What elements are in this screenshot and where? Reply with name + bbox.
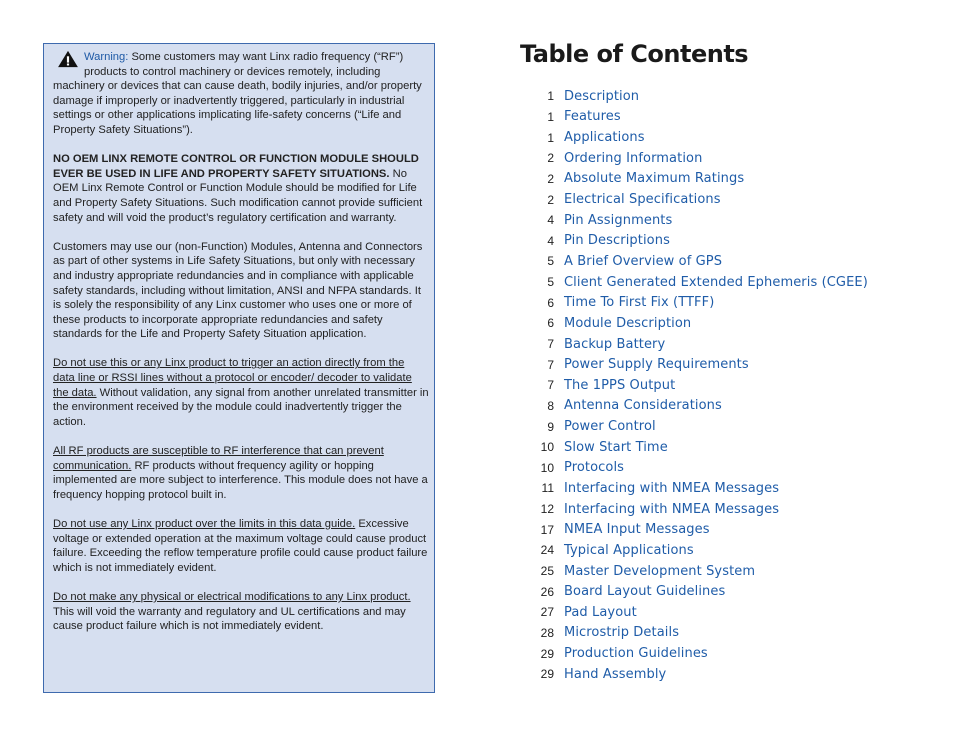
toc-link[interactable]: Power Supply Requirements: [564, 357, 749, 373]
warning-paragraph-3: [53, 240, 429, 342]
toc-entry[interactable]: [528, 251, 868, 272]
toc-entry[interactable]: [528, 561, 868, 582]
toc-page-number: 29: [540, 667, 554, 682]
warning-paragraph-4: [53, 356, 429, 429]
toc-entry[interactable]: [528, 581, 868, 602]
warning-p6-text: Excessive voltage or extended operation at the maximum voltage could cause product failure. Exceeding the reflow temperature profile could cause product failure which is not immediately evident.: [53, 518, 428, 574]
toc-page-number: 2: [547, 192, 554, 207]
toc-page-number: 7: [547, 337, 554, 351]
warning-p4-text: Without validation, any signal from another unrelated transmitter in the environment received by the module could inadvertently trigger the action.: [53, 386, 429, 428]
toc-entry[interactable]: [528, 189, 868, 210]
warning-p4-underlined: Do not use this or any Linx product to trigger an action directly from the data line or RSSI lines without a protocol or encoder/ decoder to validate the data.: [53, 357, 412, 399]
toc-page-number: 1: [547, 130, 554, 145]
toc-link[interactable]: Backup Battery: [564, 336, 666, 352]
toc-link[interactable]: Module Description: [564, 315, 692, 331]
toc-entry[interactable]: [528, 107, 868, 128]
toc-entry[interactable]: [528, 623, 868, 644]
toc-entry[interactable]: [528, 437, 868, 458]
toc-page-number: 2: [547, 171, 554, 186]
toc-link[interactable]: Production Guidelines: [564, 646, 708, 662]
warning-p5-underlined: All RF products are susceptible to RF interference that can prevent communication.: [53, 445, 384, 472]
warning-p5-text: RF products without frequency agility or hopping implemented are more subject to interference. This module does not have a frequency hopping protocol built in.: [53, 459, 428, 501]
toc-link[interactable]: The 1PPS Output: [564, 377, 676, 393]
toc-entry[interactable]: [528, 272, 868, 293]
warning-p7-text: This will void the warranty and regulatory and UL certifications and may cause product failure which is not immediately evident.: [53, 605, 406, 633]
toc-entry[interactable]: [528, 540, 868, 561]
toc-page-number: 6: [547, 316, 554, 331]
warning-box: [43, 43, 435, 693]
toc-page-number: 11: [541, 481, 554, 496]
toc-link[interactable]: Interfacing with NMEA Messages: [564, 501, 780, 517]
warning-p2-bold: NO OEM LINX REMOTE CONTROL OR FUNCTION MODULE SHOULD EVER BE USED IN LIFE AND PROPERTY SAFETY SITUATIONS.: [53, 153, 419, 180]
toc-link[interactable]: Description: [564, 88, 640, 104]
toc-page-number: 17: [540, 522, 554, 537]
toc-link[interactable]: Features: [564, 109, 621, 125]
toc-page-number: 4: [547, 213, 554, 228]
toc-page-number: 6: [547, 295, 554, 310]
toc-entry[interactable]: [528, 478, 868, 499]
toc-page-number: 2: [547, 151, 554, 166]
toc-page-number: 28: [540, 625, 554, 640]
toc-page-number: 26: [540, 584, 554, 599]
toc-page-number: 7: [547, 357, 554, 372]
toc-link[interactable]: NMEA Input Messages: [564, 522, 710, 538]
toc-page-number: 8: [547, 398, 554, 413]
toc-entry[interactable]: [528, 664, 868, 685]
toc-link[interactable]: Protocols: [564, 460, 625, 476]
toc-link[interactable]: Ordering Information: [564, 150, 703, 166]
toc-entry[interactable]: [528, 519, 868, 540]
toc-page-number: 29: [540, 646, 554, 661]
toc-link[interactable]: Electrical Specifications: [564, 192, 721, 208]
toc-link[interactable]: Applications: [564, 130, 645, 146]
toc-link[interactable]: Client Generated Extended Ephemeris (CGEE): [564, 274, 868, 290]
toc-link[interactable]: Absolute Maximum Ratings: [564, 171, 745, 187]
toc-entry[interactable]: [528, 313, 868, 334]
warning-triangle-icon: [56, 50, 80, 68]
toc-entry[interactable]: [528, 375, 868, 396]
warning-p6-underlined: Do not use any Linx product over the limits in this data guide.: [53, 518, 356, 530]
toc-link[interactable]: Time To First Fix (TTFF): [564, 295, 715, 311]
toc-entry[interactable]: [528, 230, 868, 251]
toc-entry[interactable]: [528, 396, 868, 417]
toc-link[interactable]: Pad Layout: [564, 604, 637, 620]
warning-p3-text: Customers may use our (non-Function) Modules, Antenna and Connectors as part of other systems in Life Safety Situations, but only with necessary and industry appropriate redundancies and in compliance with applicable safety standards, including without limitation, ANSI and NFPA standards. It is solely the responsibility of any Linx customer who uses one or more of these products to incorporate appropriate redundancies and safety standards for the Life and Property Safety Situation application.: [53, 240, 423, 341]
toc-page-number: 1: [547, 109, 554, 124]
toc-entry[interactable]: [528, 334, 868, 355]
toc-link[interactable]: Hand Assembly: [564, 666, 667, 682]
toc-link[interactable]: Slow Start Time: [564, 439, 668, 455]
toc-link[interactable]: Pin Assignments: [564, 212, 673, 228]
toc-entry[interactable]: [528, 292, 868, 313]
toc-page-number: 7: [547, 378, 554, 393]
toc-entry[interactable]: [528, 210, 868, 231]
toc-page-number: 12: [540, 502, 554, 517]
toc-list: [528, 86, 868, 685]
toc-entry[interactable]: [528, 354, 868, 375]
warning-p7-underlined: Do not make any physical or electrical modifications to any Linx product.: [53, 590, 411, 603]
toc-entry[interactable]: [528, 127, 868, 148]
toc-link[interactable]: Microstrip Details: [564, 625, 680, 641]
toc-page-number: 5: [547, 275, 554, 290]
warning-paragraph-6: [53, 517, 429, 575]
toc-page-number: 5: [547, 254, 554, 269]
toc-link[interactable]: Board Layout Guidelines: [564, 584, 726, 600]
toc-link[interactable]: Pin Descriptions: [564, 233, 670, 249]
toc-page-number: 25: [540, 564, 554, 579]
toc-entry[interactable]: [528, 169, 868, 190]
toc-entry[interactable]: [528, 602, 868, 623]
toc-entry[interactable]: [528, 86, 868, 107]
toc-page-number: 27: [540, 605, 554, 620]
toc-link[interactable]: Master Development System: [564, 563, 756, 579]
toc-page-number: 9: [547, 419, 554, 434]
warning-paragraph-7: [53, 590, 429, 634]
warning-label: Warning:: [84, 51, 129, 63]
toc-page-number: 1: [547, 89, 554, 104]
toc-page-number: 4: [547, 233, 554, 248]
toc-entry[interactable]: [528, 643, 868, 664]
warning-paragraph-5: [53, 444, 429, 502]
toc-link[interactable]: Power Control: [564, 419, 656, 435]
warning-p2-text: No OEM Linx Remote Control or Function Module should be modified for Life and Property Safety Situations. Such modification cannot provide sufficient safety and will void the product’s regulatory certification and warranty.: [53, 167, 423, 224]
warning-paragraph-intro: [53, 50, 429, 138]
toc-page-number: 10: [540, 460, 554, 475]
warning-intro-text: Some customers may want Linx radio frequency (“RF”) products to control machinery or devices remotely, including machinery or devices that can cause death, bodily injuries, and/or property damage if improperly or inadvertently triggered, particularly in industrial settings or other applications implicating life-safety concerns (“Life and Property Safety Situations”).: [53, 51, 422, 136]
toc-page-number: 10: [540, 440, 554, 455]
toc-link[interactable]: Typical Applications: [564, 542, 694, 558]
toc-link[interactable]: Interfacing with NMEA Messages: [564, 480, 780, 496]
toc-entry[interactable]: [528, 416, 868, 437]
toc-entry[interactable]: [528, 148, 868, 169]
toc-entry[interactable]: [528, 458, 868, 479]
toc-page-number: 24: [540, 543, 554, 558]
warning-paragraph-2: [53, 152, 429, 225]
toc-entry[interactable]: [528, 499, 868, 520]
toc-title: Table of Contents: [520, 40, 749, 68]
toc-link[interactable]: Antenna Considerations: [564, 398, 722, 414]
toc-link[interactable]: A Brief Overview of GPS: [564, 253, 723, 269]
